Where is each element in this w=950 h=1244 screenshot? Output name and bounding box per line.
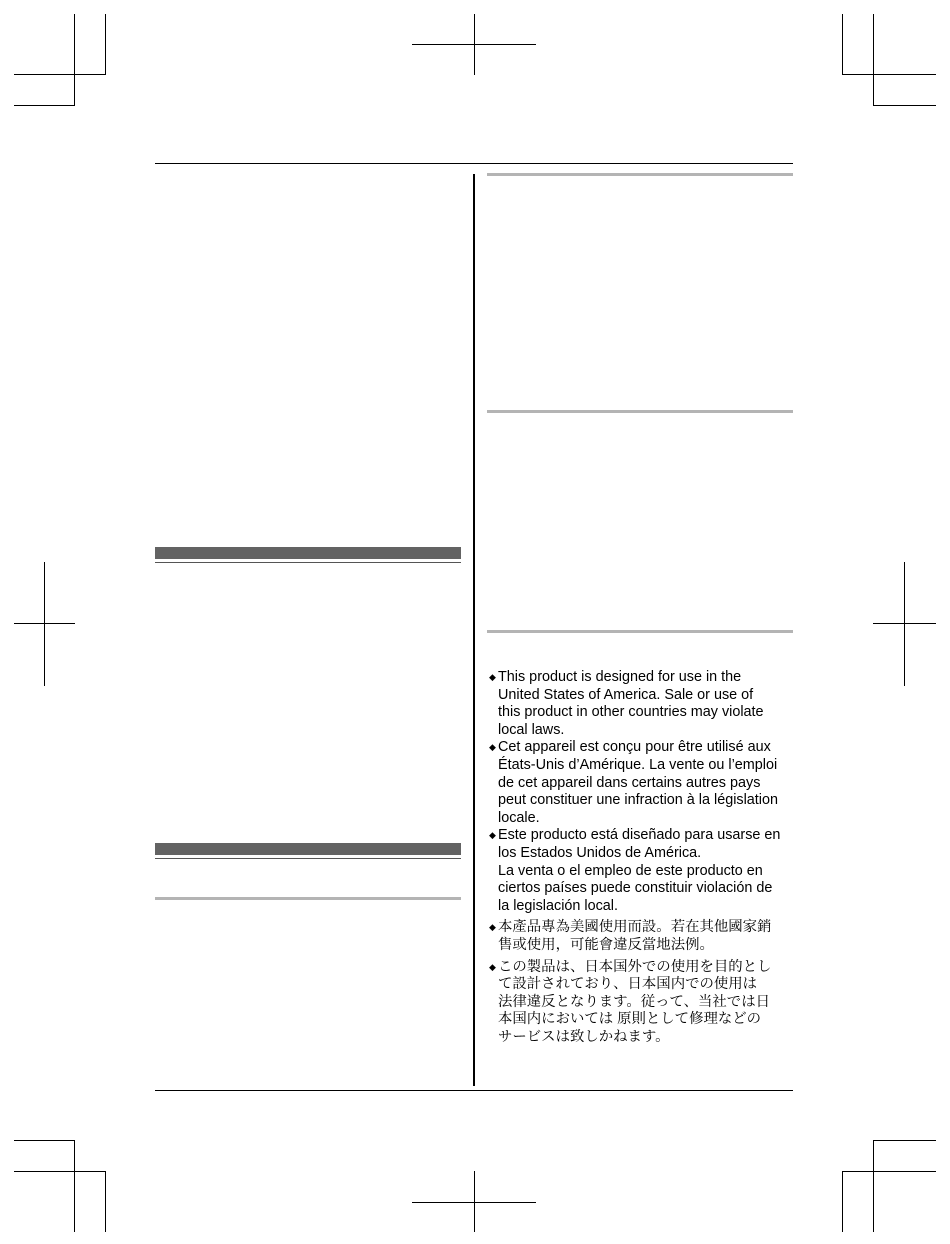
usage-notice [489, 669, 795, 1046]
diamond-bullet-icon: ◆ [489, 672, 496, 682]
notice-line: サービスは致しかねます。 [498, 1028, 670, 1045]
notice-french [489, 739, 795, 827]
notice-line: This product is designed for use in the [498, 669, 742, 685]
crop-mark [105, 14, 106, 75]
notice-line: 本国内においては 原則として修理などの [498, 1011, 762, 1028]
crop-mark [74, 14, 75, 106]
registration-mark [44, 562, 45, 686]
notice-line: Este producto está diseñado para usarse en [498, 827, 781, 844]
crop-mark [873, 1140, 936, 1141]
section-header-bar [155, 547, 461, 559]
crop-mark [873, 14, 874, 106]
crop-mark [873, 105, 936, 106]
crop-mark [842, 1171, 936, 1172]
notice-line: La venta o el empleo de este producto en [498, 862, 763, 879]
diamond-bullet-icon: ◆ [489, 961, 496, 972]
notice-line: 售或使用，可能會違反當地法例。 [498, 936, 714, 953]
crop-mark [842, 74, 936, 75]
registration-mark [14, 623, 75, 624]
crop-mark [105, 1171, 106, 1232]
crop-mark [14, 105, 75, 106]
section-header-underline [155, 858, 461, 859]
notice-line: て設計されており、日本国内での使用は [498, 976, 758, 993]
notice-line: de cet appareil dans certains autres pays [498, 774, 761, 791]
notice-line: ciertos países puede constituir violación de [498, 880, 773, 897]
registration-mark [873, 623, 936, 624]
notice-english [489, 669, 795, 739]
notice-line: this product in other countries may violate [498, 704, 764, 721]
notice-line: local laws. [498, 721, 565, 738]
diamond-bullet-icon: ◆ [489, 830, 496, 841]
crop-mark [14, 1171, 106, 1172]
subsection-rule [155, 897, 461, 900]
notice-line: États-Unis d’Amérique. La vente ou l’emploi [498, 756, 778, 773]
registration-mark [904, 562, 905, 686]
diamond-bullet-icon: ◆ [489, 922, 496, 933]
column-divider [473, 174, 475, 1086]
page-footer-rule [155, 1090, 793, 1091]
crop-mark [74, 1140, 75, 1232]
notice-line: peut constituer une infraction à la législation [498, 792, 778, 809]
registration-mark [412, 44, 536, 45]
notice-line: los Estados Unidos de América. [498, 844, 702, 861]
notice-chinese [489, 919, 795, 954]
crop-mark [14, 74, 106, 75]
section-header-underline [155, 562, 461, 563]
notice-line: Cet appareil est conçu pour être utilisé aux [498, 739, 771, 756]
notice-line: 法律違反となります。従って、当社では日 [498, 993, 770, 1010]
subsection-rule [487, 173, 793, 176]
page-header-rule [155, 163, 793, 164]
notice-japanese [489, 959, 795, 1047]
crop-mark [842, 1171, 843, 1232]
crop-mark [873, 1140, 874, 1232]
crop-mark [842, 14, 843, 75]
subsection-rule [487, 410, 793, 413]
crop-mark [14, 1140, 75, 1141]
section-header-bar [155, 843, 461, 855]
notice-line: locale. [498, 809, 540, 826]
notice-line: la legislación local. [498, 897, 618, 914]
notice-line: この製品は、日本国外での使用を目的とし [498, 958, 772, 975]
subsection-rule [487, 630, 793, 633]
notice-line: 本產品專為美國使用而設。若在其他國家銷 [498, 919, 772, 936]
notice-line: United States of America. Sale or use of [498, 686, 754, 703]
registration-mark [412, 1202, 536, 1203]
notice-spanish [489, 827, 795, 915]
diamond-bullet-icon: ◆ [489, 742, 496, 753]
